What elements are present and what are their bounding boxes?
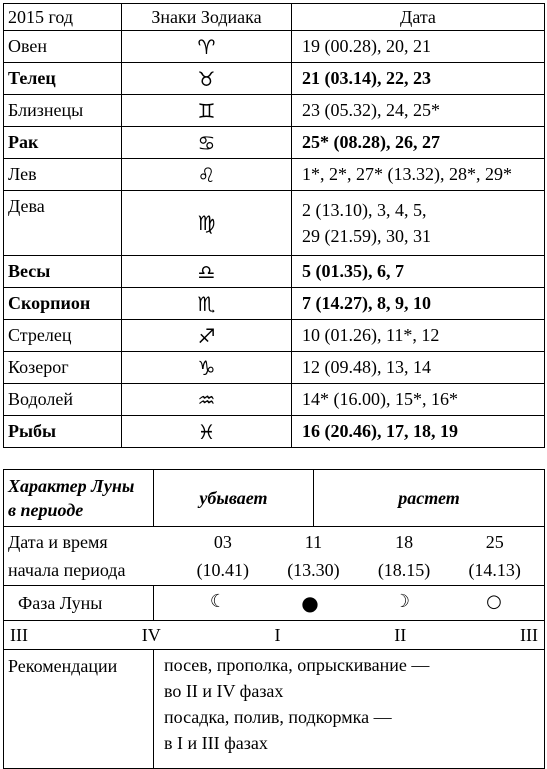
period-dates-list xyxy=(158,528,541,584)
moon-character-row xyxy=(4,470,545,527)
period-time: (14.13) xyxy=(468,560,521,580)
full-moon-icon: ○ xyxy=(486,591,502,612)
sign-name: Рак xyxy=(4,127,122,159)
moon-recommendations-row xyxy=(4,650,545,769)
period-time: (10.41) xyxy=(196,560,250,580)
table-row xyxy=(4,416,545,448)
zodiac-sign-icon: ♊︎ xyxy=(122,95,292,127)
table-row xyxy=(4,352,545,384)
sign-dates xyxy=(292,384,545,416)
zodiac-sign-icon: ♈︎ xyxy=(122,31,292,63)
phase-icons-list xyxy=(158,591,540,615)
date-line: 5 (01.35), 6, 7 xyxy=(302,261,404,281)
zodiac-sign-icon: ♎︎ xyxy=(122,256,292,288)
moon-table-container xyxy=(3,469,544,769)
datetime-label-line-2: начала периода xyxy=(8,560,126,580)
sign-name: Лев xyxy=(4,159,122,191)
date-line: 12 (09.48), 13, 14 xyxy=(302,357,431,377)
table-row xyxy=(4,127,545,159)
period-time: (13.30) xyxy=(287,560,340,580)
table-row xyxy=(4,63,545,95)
period-day: 11 xyxy=(304,532,323,552)
table-row xyxy=(4,256,545,288)
zodiac-header-row xyxy=(4,4,545,31)
sign-dates xyxy=(292,256,545,288)
zodiac-sign-icon: ♋︎ xyxy=(122,127,292,159)
phase-numeral: IV xyxy=(141,624,161,645)
moon-datetime-row xyxy=(4,527,545,586)
zodiac-sign-icon: ♒︎ xyxy=(122,384,292,416)
table-row xyxy=(4,31,545,63)
sign-dates xyxy=(292,352,545,384)
sign-name: Стрелец xyxy=(4,320,122,352)
recommendation-line: в I и III фазах xyxy=(164,733,268,753)
header-date: Дата xyxy=(292,4,545,31)
sign-name: Дева xyxy=(4,191,122,256)
zodiac-sign-icon: ♍︎ xyxy=(122,191,292,256)
sign-dates xyxy=(292,159,545,191)
zodiac-sign-icon: ♐︎ xyxy=(122,320,292,352)
sign-name: Телец xyxy=(4,63,122,95)
recommendation-line: посадка, полив, подкормка — xyxy=(164,707,392,727)
date-line: 25* (08.28), 26, 27 xyxy=(302,132,440,152)
recommendations-text xyxy=(154,650,545,769)
period-date xyxy=(287,528,340,584)
date-line: 2 (13.10), 3, 4, 5, xyxy=(302,200,427,220)
zodiac-table-body xyxy=(4,31,545,448)
header-signs: Знаки Зодиака xyxy=(122,4,292,31)
zodiac-table xyxy=(3,3,545,448)
date-line: 7 (14.27), 8, 9, 10 xyxy=(302,293,431,313)
period-day: 03 xyxy=(213,532,232,552)
date-line: 10 (01.26), 11*, 12 xyxy=(302,325,440,345)
page xyxy=(3,3,544,753)
sign-dates xyxy=(292,31,545,63)
sign-name: Скорпион xyxy=(4,288,122,320)
sign-dates xyxy=(292,191,545,256)
period-time: (18.15) xyxy=(377,560,431,580)
recommendations-label: Рекомендации xyxy=(4,650,154,769)
table-row xyxy=(4,320,545,352)
sign-name: Козерог xyxy=(4,352,122,384)
phase-numeral: II xyxy=(394,624,407,645)
date-line: 14* (16.00), 15*, 16* xyxy=(302,389,458,409)
sign-name: Овен xyxy=(4,31,122,63)
moon-phase-row xyxy=(4,586,545,621)
phase-numerals-list xyxy=(4,621,544,649)
period-day: 25 xyxy=(485,532,504,552)
phase-numeral: I xyxy=(274,624,281,645)
table-row xyxy=(4,159,545,191)
phase-label: Фаза Луны xyxy=(4,586,154,621)
sign-dates xyxy=(292,95,545,127)
sign-name: Рыбы xyxy=(4,416,122,448)
date-line: 19 (00.28), 20, 21 xyxy=(302,36,431,56)
character-label-line-1: Характер Луны xyxy=(8,476,135,496)
waxing-label: растет xyxy=(314,470,545,527)
zodiac-sign-icon: ♑︎ xyxy=(122,352,292,384)
date-line: 16 (20.46), 17, 18, 19 xyxy=(302,421,458,441)
waxing-crescent-icon: ☽ xyxy=(393,591,411,612)
date-line: 1*, 2*, 27* (13.32), 28*, 29* xyxy=(302,164,512,184)
zodiac-sign-icon: ♏︎ xyxy=(122,288,292,320)
date-line: 23 (05.32), 24, 25* xyxy=(302,100,440,120)
datetime-label xyxy=(4,527,154,586)
phase-numeral: III xyxy=(10,624,28,645)
phase-numerals xyxy=(4,621,545,650)
zodiac-sign-icon: ♉︎ xyxy=(122,63,292,95)
period-date xyxy=(197,528,250,584)
recommendation-line: посев, прополка, опрыскивание — xyxy=(164,655,430,675)
moon-character-label xyxy=(4,470,154,527)
period-date xyxy=(468,528,521,584)
new-moon-icon: ● xyxy=(301,591,319,615)
sign-name: Весы xyxy=(4,256,122,288)
waning-label: убывает xyxy=(154,470,314,527)
sign-name: Водолей xyxy=(4,384,122,416)
table-row xyxy=(4,288,545,320)
zodiac-sign-icon: ♓︎ xyxy=(122,416,292,448)
character-label-line-2: в периоде xyxy=(8,500,84,520)
sign-dates xyxy=(292,288,545,320)
header-year: 2015 год xyxy=(4,4,122,31)
zodiac-sign-icon: ♌︎ xyxy=(122,159,292,191)
period-date xyxy=(378,528,431,584)
moon-roman-row xyxy=(4,621,545,650)
table-row xyxy=(4,191,545,256)
sign-dates xyxy=(292,63,545,95)
period-day: 18 xyxy=(395,532,414,552)
period-dates xyxy=(154,527,545,586)
sign-dates xyxy=(292,127,545,159)
phase-icons xyxy=(154,586,545,621)
sign-name: Близнецы xyxy=(4,95,122,127)
recommendation-line: во II и IV фазах xyxy=(164,681,284,701)
date-line: 21 (03.14), 22, 23 xyxy=(302,68,431,88)
datetime-label-line-1: Дата и время xyxy=(8,532,108,552)
moon-table xyxy=(3,469,545,769)
sign-dates xyxy=(292,320,545,352)
table-row xyxy=(4,384,545,416)
phase-numeral: III xyxy=(519,624,538,645)
waning-crescent-icon: ☾ xyxy=(209,591,227,612)
table-row xyxy=(4,95,545,127)
sign-dates xyxy=(292,416,545,448)
date-line: 29 (21.59), 30, 31 xyxy=(302,226,431,246)
